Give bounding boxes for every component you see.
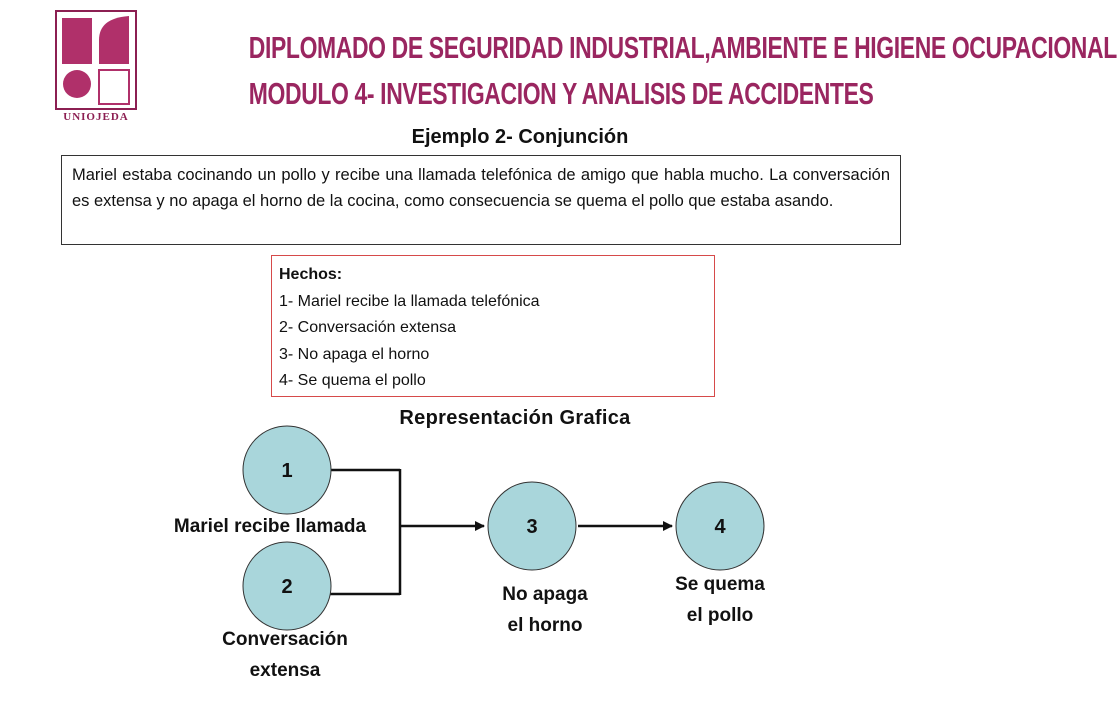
- module-title: MODULO 4- INVESTIGACION Y ANALISIS DE ACCIDENTES: [248, 76, 874, 111]
- node-1-caption: [140, 511, 400, 542]
- node-3: [488, 482, 576, 570]
- caption-line: el horno: [507, 615, 583, 636]
- caption-line: Conversación: [222, 629, 348, 650]
- node-number: 1: [281, 460, 293, 482]
- fact-item: 2- Conversación extensa: [279, 319, 456, 336]
- node-1: [243, 426, 331, 514]
- logo-text: UNIOJEDA: [63, 111, 129, 123]
- node-3-caption: [460, 579, 630, 641]
- caption-line: el pollo: [686, 605, 754, 626]
- caption-line: extensa: [249, 660, 321, 681]
- story-text: Mariel estaba cocinando un pollo y recibe una llamada telefónica de amigo que habla mucho. La conversación es extensa y no apaga el horno de la cocina, como consecuencia se quema el pollo que estaba asando.: [72, 166, 890, 210]
- caption-line: No apaga: [502, 584, 588, 605]
- facts-title: Hechos:: [279, 266, 343, 283]
- node-number: 4: [714, 516, 726, 538]
- node-2-caption: [175, 624, 395, 686]
- caption-line: Mariel recibe llamada: [173, 516, 367, 537]
- fact-item: 4- Se quema el pollo: [279, 372, 426, 389]
- node-4: [676, 482, 764, 570]
- node-4-caption: [635, 569, 805, 631]
- caption-line: Se quema: [675, 574, 765, 595]
- example-title: Ejemplo 2- Conjunción: [411, 126, 629, 148]
- node-number: 3: [526, 516, 538, 538]
- node-number: 2: [281, 576, 293, 598]
- fact-item: 3- No apaga el horno: [279, 345, 430, 363]
- graph-title: Representación Grafica: [399, 407, 631, 429]
- node-2: [243, 542, 331, 630]
- diploma-title: DIPLOMADO DE SEGURIDAD INDUSTRIAL,AMBIENTE E HIGIENE OCUPACIONAL: [248, 30, 1117, 65]
- fact-item: 1- Mariel recibe la llamada telefónica: [279, 292, 540, 310]
